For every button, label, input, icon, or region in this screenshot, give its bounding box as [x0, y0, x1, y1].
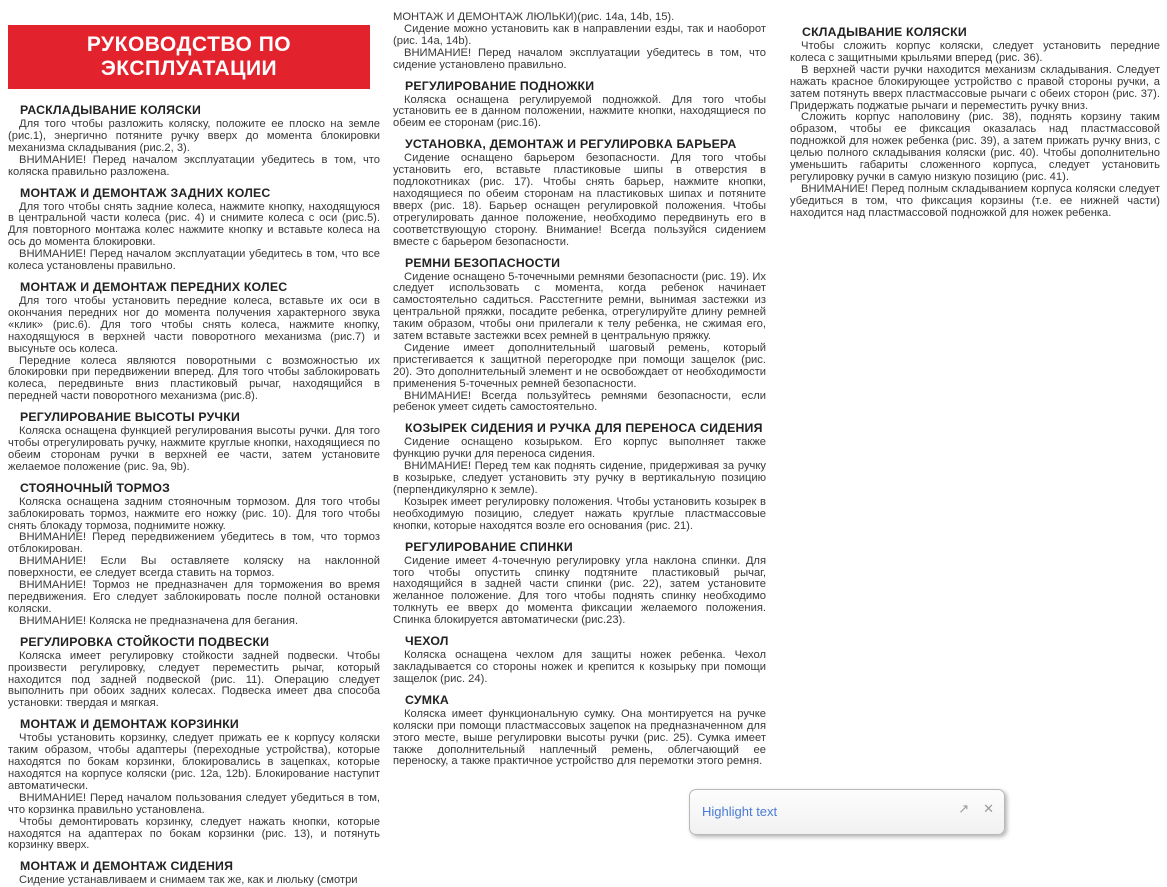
section-heading: СКЛАДЫВАНИЕ КОЛЯСКИ: [802, 25, 967, 39]
paragraph: Чтобы сложить корпус коляски, следует установить передние колеса с защитными крыльями вперед (рис. 36).: [790, 40, 1160, 64]
paragraph: Коляска имеет функциональную сумку. Она монтируется на ручке коляски при помощи пластмассовых зацепок на предназначенном для этого месте, выше регулировки высоты ручки (рис. 25). Сумка имеет также дополнительный наплечный ремень, облегчающий ее переноску, а также практичное устройство для перемотки этого ремня.: [393, 707, 766, 768]
section-heading: МОНТАЖ И ДЕМОНТАЖ ЗАДНИХ КОЛЕС: [20, 185, 271, 200]
section-heading: КОЗЫРЕК СИДЕНИЯ И РУЧКА ДЛЯ ПЕРЕНОСА СИДЕНИЯ: [405, 421, 763, 436]
section-heading: СУМКА: [405, 692, 449, 707]
paragraph: ВНИМАНИЕ! Перед началом пользования следует убедиться в том, что корзинка правильно установлена.: [8, 791, 380, 816]
paragraph: ВНИМАНИЕ! Коляска не предназначена для бегания.: [19, 614, 299, 627]
paragraph: МОНТАЖ И ДЕМОНТАЖ ЛЮЛЬКИ)(рис. 14a, 14b, 15).: [393, 11, 675, 23]
paragraph: Сложить корпус наполовину (рис. 38), поднять корзину таким образом, чтобы ее фиксация оказалась над пластмассовой подножкой для ножек ребенка (рис. 39), а затем прижать ручку вниз, с целью полного складывания коляски (рис. 40). Чтобы дополнительно уменьшить габариты сложенного корпуса, следует установить регулировку ручки в самую низкую позицию (рис. 41).: [790, 111, 1160, 183]
paragraph: Сидение можно установить как в направлении езды, так и наоборот (рис. 14a, 14b).: [393, 22, 766, 47]
title-banner: РУКОВОДСТВО ПО ЭКСПЛУАТАЦИИ: [8, 25, 370, 89]
paragraph: Коляска оснащена задним стояночным тормозом. Для того чтобы заблокировать тормоз, нажмите его ножку (рис. 10). Для того чтобы снять блокаду тормоза, поднимите ножку.: [8, 495, 380, 532]
paragraph: Козырек имеет регулировку положения. Чтобы установить козырек в необходимую позицию, следует нажать круглые пластмассовые кнопки, которые находятся возле его основания (рис. 21).: [393, 495, 766, 532]
paragraph: ВНИМАНИЕ! Перед полным складыванием корпуса коляски следует убедиться в том, что фиксация корзины (т.е. ее нижней части) находится над пластмассовой подножкой для ножек ребенка.: [790, 182, 1160, 219]
paragraph: ВНИМАНИЕ! Перед началом эксплуатации убедитесь в том, что коляска правильно разложена.: [8, 153, 380, 178]
section-heading: УСТАНОВКА, ДЕМОНТАЖ И РЕГУЛИРОВКА БАРЬЕРА: [405, 137, 737, 152]
section-heading: СТОЯНОЧНЫЙ ТОРМОЗ: [20, 480, 171, 495]
paragraph: Сидение имеет дополнительный шаговый ремень, который пристегивается к защитной перегородке при помощи защелок (рис. 20). Это дополнительный элемент и не освобождает от необходимости применения 5-точечных ремней безопасности.: [393, 341, 766, 390]
section-heading: РЕГУЛИРОВАНИЕ ПОДНОЖКИ: [405, 78, 595, 93]
paragraph: ВНИМАНИЕ! Если Вы оставляете коляску на наклонной поверхности, ее следует всегда ставить на тормоз.: [8, 555, 380, 580]
text-column-2: [393, 12, 766, 768]
section-heading: РЕГУЛИРОВКА СТОЙКОСТИ ПОДВЕСКИ: [20, 634, 270, 649]
section-heading: РЕГУЛИРОВАНИЕ ВЫСОТЫ РУЧКИ: [20, 410, 241, 425]
paragraph: Сидение оснащено барьером безопасности. Для того чтобы установить его, вставьте пластиковые шипы в отверстия в подлокотниках (рис. 17). Чтобы снять барьер, нажмите кнопки, находящиеся по обеим сторонам на пластиковых шипах и потяните вверх (рис. 18). Барьер оснащен регулировкой положения. Чтобы отрегулировать данное положение, необходимо передвинуть его в соответствующую сторону. Внимание! Всегда пользуйся сидением вместе с барьером безопасности.: [393, 152, 766, 248]
annotation-popup[interactable]: [689, 789, 1005, 835]
section-heading: РАСКЛАДЫВАНИЕ КОЛЯСКИ: [20, 103, 201, 117]
paragraph: Для того чтобы снять задние колеса, нажмите кнопку, находящуюся в центральной части колеса (рис. 4) и снимите колеса с оси (рис.5). Для повторного монтажа колес нажмите кнопку и вставьте колеса на ось до момента блокировки.: [8, 200, 380, 249]
paragraph: Передние колеса являются поворотными с возможностью их блокировки при передвижении вперед. Для того чтобы заблокировать колеса, передвиньте вниз пластиковый рычаг, находящийся в передней части поворотного механизма (рис.8).: [8, 354, 380, 403]
popup-icons: [958, 802, 994, 815]
section-heading: ЧЕХОЛ: [405, 634, 449, 649]
paragraph: Чтобы установить корзинку, следует прижать ее к корпусу коляски таким образом, чтобы адаптеры (переходные устройства), которые находятся по бокам корзинки, блокировались в зацепках, которые находятся на корпусе коляски (рис. 12a, 12b). Блокирование наступит автоматически.: [8, 732, 380, 792]
section-heading: РЕГУЛИРОВАНИЕ СПИНКИ: [405, 539, 573, 554]
paragraph: ВНИМАНИЕ! Тормоз не предназначен для торможения во время передвижения. Его следует заблокировать после полной остановки коляски.: [8, 579, 380, 615]
section-heading: МОНТАЖ И ДЕМОНТАЖ ПЕРЕДНИХ КОЛЕС: [20, 279, 288, 294]
paragraph: ВНИМАНИЕ! Перед началом эксплуатации убедитесь в том, что сидение установлено правильно.: [393, 46, 766, 71]
section-heading: РЕМНИ БЕЗОПАСНОСТИ: [405, 255, 561, 270]
paragraph: ВНИМАНИЕ! Всегда пользуйтесь ремнями безопасности, если ребенок умеет сидеть самостоятельно.: [393, 389, 766, 414]
text-column-3: [790, 18, 1160, 220]
paragraph: ВНИМАНИЕ! Перед передвижением убедитесь в том, что тормоз отблокирован.: [8, 531, 380, 556]
close-icon[interactable]: ✕: [983, 801, 994, 816]
paragraph: Сидение оснащено 5-точечными ремнями безопасности (рис. 19). Их следует использовать с момента, когда ребенок начинает самостоятельно садиться. Расстегните ремни, вынимая застежки из центральной пряжки, посадите ребенка, отрегулируйте длину ремней таким образом, чтобы они прилегали к телу ребенка, не сжимая его, затем вставьте застежки всех ремней в центральную пряжку.: [393, 270, 766, 343]
paragraph: Сидение оснащено козырьком. Его корпус выполняет также функцию ручки для переноса сидения.: [393, 436, 766, 461]
paragraph: Сидение имеет 4-точечную регулировку угла наклона спинки. Для того чтобы опустить спинку подтяните пластиковый рычаг, находящийся в задней части спинки (рис. 22), затем установите желанное положение. Для того чтобы поднять спинку необходимо толкнуть ее вверх до момента фиксации желаемого положения. Спинка блокируется автоматически (рис.23).: [393, 554, 766, 627]
paragraph: Коляска оснащена регулируемой подножкой. Для того чтобы установить ее в данном положении, нажмите кнопки, находящиеся по обеим ее сторонам (рис.16).: [393, 93, 766, 130]
open-in-new-icon[interactable]: ↗: [958, 801, 970, 816]
highlight-link[interactable]: Highlight text: [702, 804, 778, 819]
paragraph: В верхней части ручки находится механизм складывания. Следует нажать красное блокирующее устройство с правой стороны ручки, а затем потянуть вверх пластмассовые рычаги с обеих сторон (рис. 37). Придержать поджатые рычаги и переместить ручку вниз.: [790, 63, 1160, 112]
paragraph: Для того чтобы разложить коляску, положите ее плоско на земле (рис.1), энергично потяните ручку вверх до момента блокировки механизма складывания (рис.2, 3).: [8, 118, 380, 154]
text-column-1: [8, 20, 380, 887]
paragraph: Коляска оснащена чехлом для защиты ножек ребенка. Чехол закладывается со стороны ножек и крепится к козырьку при помощи защелок (рис. 24).: [393, 649, 766, 685]
paragraph: Для того чтобы установить передние колеса, вставьте их оси в окончания передних ног до момента получения характерного звука «клик» (рис.6). Для того чтобы снять колеса, нажмите кнопку, находящуюся в верхней части поворотного механизма (рис.7) и высуньте ось колеса.: [8, 294, 380, 355]
paragraph: Чтобы демонтировать корзинку, следует нажать кнопки, которые находятся на адаптерах по бокам корзинки (рис. 13), и потянуть корзинку вверх.: [8, 815, 380, 852]
section-heading: МОНТАЖ И ДЕМОНТАЖ СИДЕНИЯ: [20, 859, 234, 874]
section-heading: МОНТАЖ И ДЕМОНТАЖ КОРЗИНКИ: [20, 717, 239, 732]
paragraph: Коляска имеет регулировку стойкости задней подвески. Чтобы произвести регулировку, следует переместить рычаг, который находится под задней подвеской (рис. 11). Операцию следует выполнить при обоих задних колесах. Подвеска имеет два способа установки: твердая и мягкая.: [8, 649, 380, 710]
paragraph: Сидение устанавливаем и снимаем так же, как и люльку (смотри: [19, 874, 358, 887]
paragraph: Коляска оснащена функцией регулирования высоты ручки. Для того чтобы отрегулировать ручку, нажмите круглые кнопки, находящиеся по обеим сторонам ручки в верхней ее части, затем установите желаемое положение (рис. 9a, 9b).: [8, 425, 380, 473]
paragraph: ВНИМАНИЕ! Перед началом эксплуатации убедитесь в том, что все колеса установлены правильно.: [8, 248, 380, 273]
paragraph: ВНИМАНИЕ! Перед тем как поднять сидение, придерживая за ручку в козырьке, следует установить эту ручку в вертикальную позицию (перпендикулярно к земле).: [393, 460, 766, 496]
